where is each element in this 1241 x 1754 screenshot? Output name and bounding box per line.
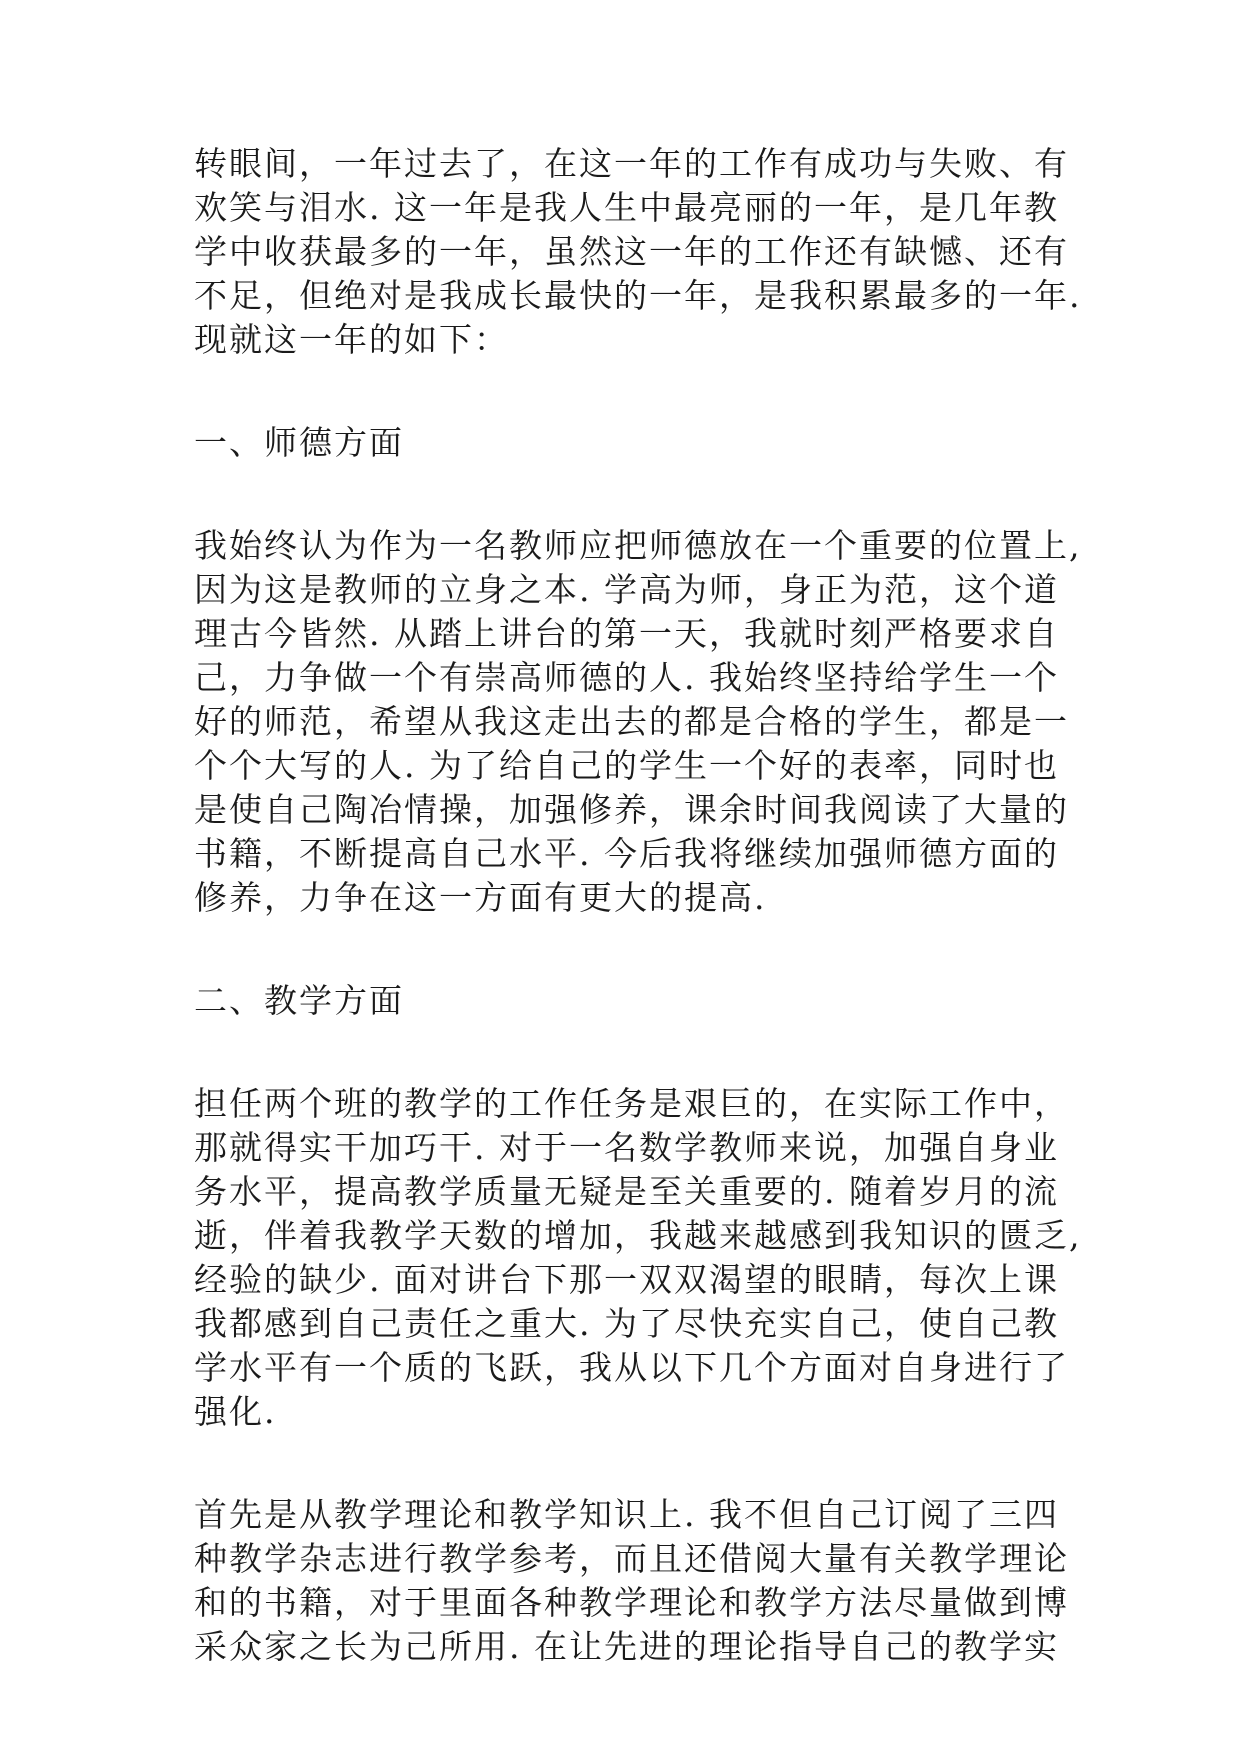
text-line: 那就得实干加巧干. 对于一名数学教师来说，加强自身业 xyxy=(194,1128,1059,1167)
text-line: 首先是从教学理论和教学知识上. 我不但自己订阅了三四 xyxy=(194,1495,1059,1534)
text-line: 现就这一年的如下： xyxy=(194,320,509,359)
text-line: 修养，力争在这一方面有更大的提高. xyxy=(194,878,767,917)
intro-paragraph xyxy=(194,142,1082,362)
text-line: 学中收获最多的一年，虽然这一年的工作还有缺憾、还有 xyxy=(194,232,1069,271)
section-heading-ethics: 一、师德方面 xyxy=(194,423,404,462)
paragraph-gap xyxy=(194,1434,1054,1493)
text-line: 和的书籍，对于里面各种教学理论和教学方法尽量做到博 xyxy=(194,1583,1069,1622)
teaching-paragraph xyxy=(194,1082,1082,1434)
text-line: 个个大写的人. 为了给自己的学生一个好的表率，同时也 xyxy=(194,746,1059,785)
text-line: 我始终认为作为一名教师应把师德放在一个重要的位置上, xyxy=(194,526,1082,565)
text-line: 因为这是教师的立身之本. 学高为师，身正为范，这个道 xyxy=(194,570,1059,609)
text-line: 我都感到自己责任之重大. 为了尽快充实自己，使自己教 xyxy=(194,1304,1059,1343)
text-line: 采众家之长为己所用. 在让先进的理论指导自己的教学实 xyxy=(194,1627,1059,1666)
teaching-theory-paragraph xyxy=(194,1493,1069,1669)
paragraph-gap xyxy=(194,1023,1054,1082)
text-line: 不足，但绝对是我成长最快的一年，是我积累最多的一年. xyxy=(194,276,1082,315)
text-line: 己，力争做一个有崇高师德的人. 我始终坚持给学生一个 xyxy=(194,658,1059,697)
text-line: 欢笑与泪水. 这一年是我人生中最亮丽的一年，是几年教 xyxy=(194,188,1059,227)
text-line: 书籍，不断提高自己水平. 今后我将继续加强师德方面的 xyxy=(194,834,1059,873)
text-line: 学水平有一个质的飞跃，我从以下几个方面对自身进行了 xyxy=(194,1348,1069,1387)
document-body xyxy=(194,142,1082,1669)
text-line: 好的师范，希望从我这走出去的都是合格的学生，都是一 xyxy=(194,702,1069,741)
text-line: 务水平，提高教学质量无疑是至关重要的. 随着岁月的流 xyxy=(194,1172,1059,1211)
text-line: 经验的缺少. 面对讲台下那一双双渴望的眼睛，每次上课 xyxy=(194,1260,1059,1299)
section-heading-teaching: 二、教学方面 xyxy=(194,981,404,1020)
text-line: 理古今皆然. 从踏上讲台的第一天，我就时刻严格要求自 xyxy=(194,614,1059,653)
text-line: 逝，伴着我教学天数的增加，我越来越感到我知识的匮乏, xyxy=(194,1216,1082,1255)
text-line: 强化. xyxy=(194,1392,277,1431)
text-line: 转眼间，一年过去了，在这一年的工作有成功与失败、有 xyxy=(194,144,1069,183)
paragraph-gap xyxy=(194,920,1054,979)
ethics-paragraph xyxy=(194,524,1082,920)
text-line: 种教学杂志进行教学参考，而且还借阅大量有关教学理论 xyxy=(194,1539,1069,1578)
paragraph-gap xyxy=(194,362,1054,421)
paragraph-gap xyxy=(194,465,1054,524)
text-line: 是使自己陶冶情操，加强修养，课余时间我阅读了大量的 xyxy=(194,790,1069,829)
text-line: 担任两个班的教学的工作任务是艰巨的，在实际工作中， xyxy=(194,1084,1069,1123)
